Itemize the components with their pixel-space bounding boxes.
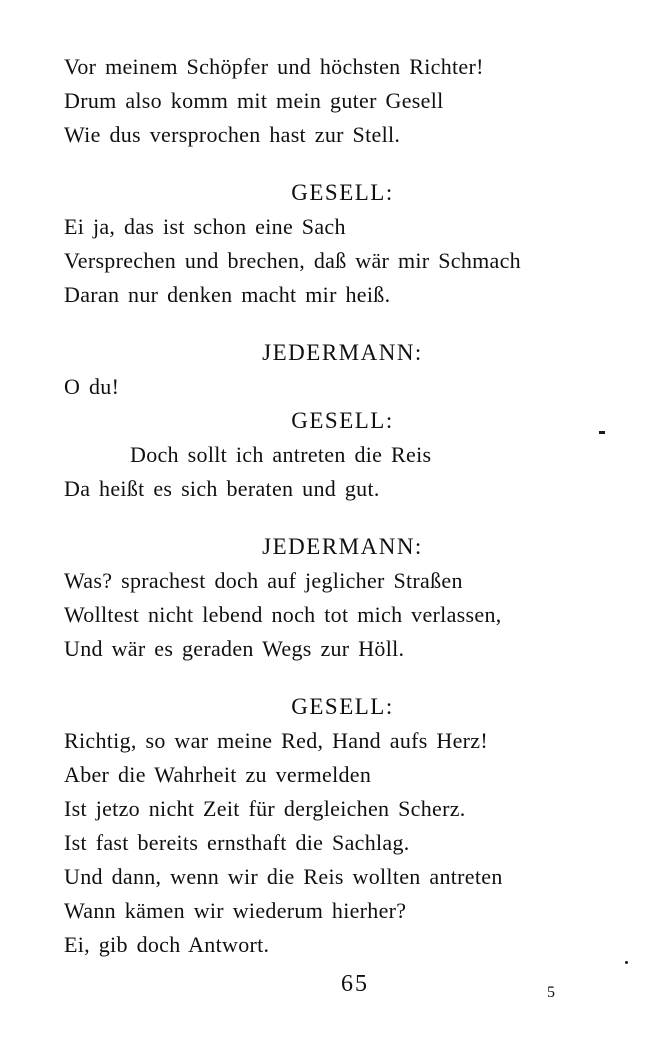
speaker-heading: GESELL:	[291, 408, 394, 433]
verse-line: Doch sollt ich antreten die Reis	[130, 442, 432, 467]
verse-line: O du!	[64, 374, 120, 399]
verse-line: Ist fast bereits ernsthaft die Sachlag.	[64, 830, 410, 855]
verse-line: Wie dus versprochen hast zur Stell.	[64, 122, 401, 147]
speaker-heading: JEDERMANN:	[262, 340, 423, 365]
verse-line: Richtig, so war meine Red, Hand aufs Herz!	[64, 728, 488, 753]
verse-line: Versprechen und brechen, daß wär mir Schmach	[64, 248, 521, 273]
verse-line: Daran nur denken macht mir heiß.	[64, 282, 391, 307]
ink-speck	[599, 431, 605, 434]
verse-line: Vor meinem Schöpfer und höchsten Richter!	[64, 54, 484, 79]
verse-line: Und dann, wenn wir die Reis wollten antreten	[64, 864, 503, 889]
speaker-heading: GESELL:	[291, 180, 394, 205]
verse-line: Drum also komm mit mein guter Gesell	[64, 88, 444, 113]
verse-line: Wolltest nicht lebend noch tot mich verlassen,	[64, 602, 502, 627]
speaker-heading: JEDERMANN:	[262, 534, 423, 559]
page-number: 65	[341, 971, 369, 997]
verse-line: Was? sprachest doch auf jeglicher Straßen	[64, 568, 463, 593]
verse-line: Da heißt es sich beraten und gut.	[64, 476, 380, 501]
verse-line: Ei, gib doch Antwort.	[64, 932, 270, 957]
verse-line: Wann kämen wir wiederum hierher?	[64, 898, 407, 923]
printer-signature-mark: 5	[547, 984, 555, 1001]
speaker-heading: GESELL:	[291, 694, 394, 719]
poem-column	[64, 50, 621, 962]
verse-line: Ist jetzo nicht Zeit für dergleichen Scherz.	[64, 796, 466, 821]
verse-line: Aber die Wahrheit zu vermelden	[64, 762, 372, 787]
ink-speck	[625, 961, 628, 964]
verse-line: Und wär es geraden Wegs zur Höll.	[64, 636, 405, 661]
verse-line: Ei ja, das ist schon eine Sach	[64, 214, 346, 239]
